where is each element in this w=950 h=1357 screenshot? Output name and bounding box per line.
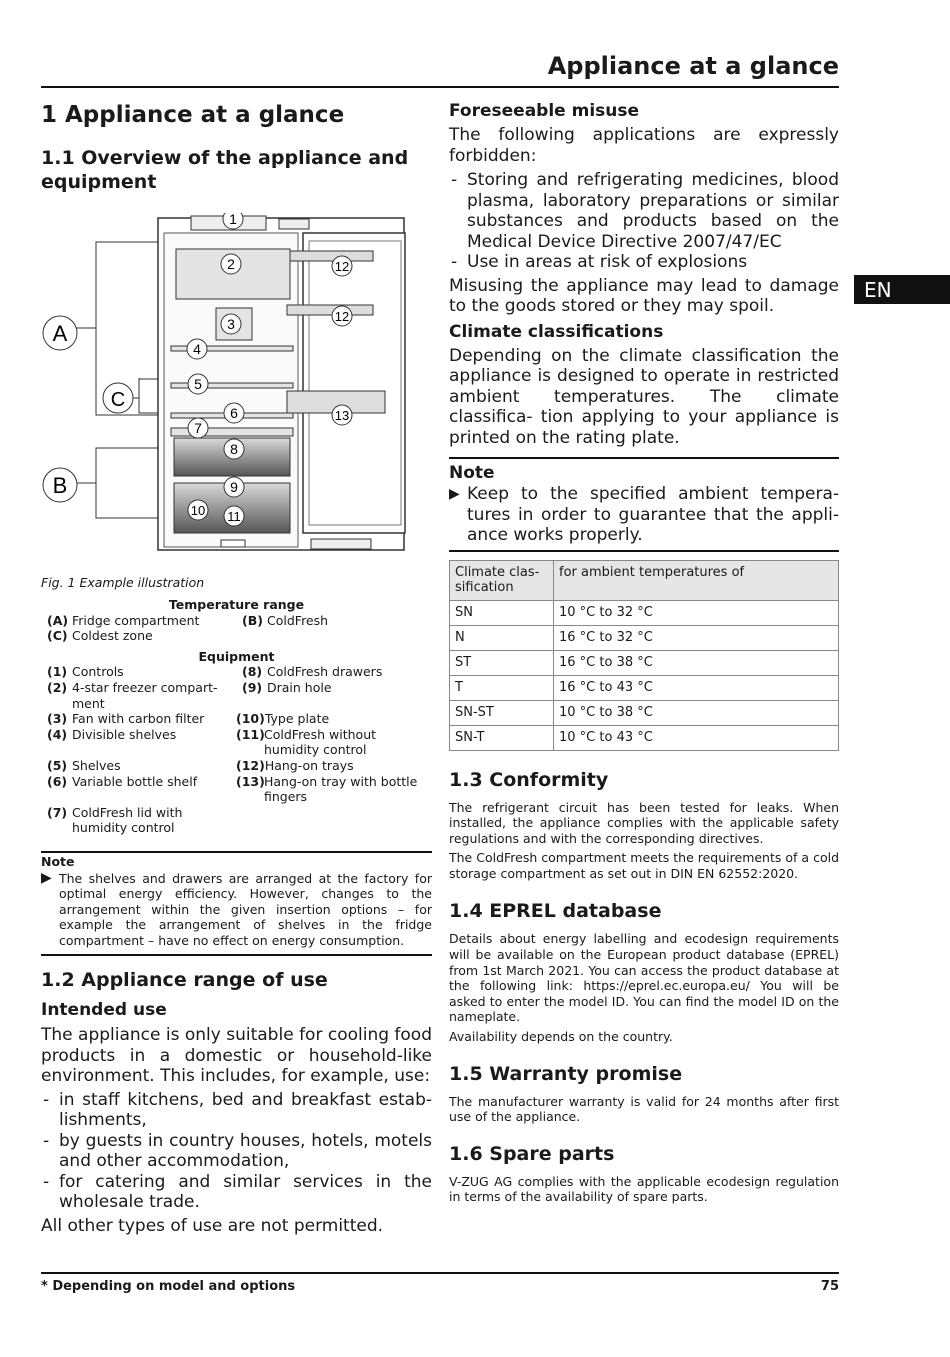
legend-item: (3) Fan with carbon filter (47, 711, 205, 727)
eprel-p2: Availability depends on the country. (449, 1029, 673, 1045)
misuse-text: The following applications are expressly forbidden: (449, 125, 839, 166)
figure-legend (41, 597, 432, 836)
figure-num-4: 4 (193, 341, 201, 357)
figure-num-8: 8 (230, 441, 238, 457)
figure-num-11: 11 (227, 509, 241, 524)
figure-num-1: 1 (229, 213, 237, 227)
legend-item: (8) ColdFresh drawers (242, 664, 383, 680)
intended-use-end: All other types of use are not permitted. (41, 1215, 384, 1236)
misuse-heading: Foreseeable misuse (449, 101, 640, 121)
note-top-rule (449, 457, 839, 459)
legend-item: (10) Type plate (236, 711, 330, 727)
list-item: - Storing and refrigerating medicines, blood plasma, laboratory preparations or similar substances and products based on the Medical Device Directive 2007/47/EC (449, 170, 839, 252)
legend-item: (9) Drain hole (242, 679, 332, 695)
figure-num-12a: 12 (334, 259, 350, 274)
note-text: ▶ The shelves and drawers are arranged at the factory for optimal energy efficiency. However, changes to the arrangement within the given insertion options – for example the arrangement of shelves in the fridge compartment – have no effect on energy consumption. (41, 871, 432, 949)
legend-item: (7) ColdFresh lid with humidity control (47, 804, 183, 836)
page-number: 75 (820, 1279, 839, 1294)
list-item: - Use in areas at risk of explosions (449, 252, 839, 273)
footer-rule (41, 1272, 839, 1274)
language-tab: EN (854, 275, 950, 304)
table-row: SN 10 °C to 32 °C (450, 600, 839, 625)
legend-item: (11) ColdFresh without humidity control (236, 726, 377, 758)
section-1-4-heading: 1.4 EPREL database (449, 900, 662, 923)
table-row: T 16 °C to 43 °C (450, 675, 839, 700)
section-1-6-heading: 1.6 Spare parts (449, 1142, 615, 1165)
note-label: Note (449, 463, 495, 483)
legend-equipment-grid (41, 664, 432, 836)
table-row: ST 16 °C to 38 °C (450, 650, 839, 675)
figure-caption: Fig. 1 Example illustration (41, 575, 205, 590)
figure-num-7: 7 (194, 420, 202, 436)
note-bottom-rule (41, 954, 432, 956)
appliance-diagram (41, 213, 432, 568)
legend-item: (2) 4-star freezer compart- ment (47, 679, 218, 711)
legend-equipment-title: Equipment (198, 648, 275, 664)
table-row: N 16 °C to 32 °C (450, 625, 839, 650)
table-header-cell: Climate clas- sification (450, 560, 554, 600)
section-1-3-heading: 1.3 Conformity (449, 768, 609, 791)
figure-num-6: 6 (230, 405, 238, 421)
figure-num-10: 10 (190, 503, 206, 518)
list-item: - by guests in country houses, hotels, motels and other accommodation, (41, 1131, 432, 1172)
figure-num-5: 5 (194, 376, 202, 392)
legend-item: (13) Hang-on tray with bottle fingers (236, 773, 418, 805)
figure-label-b: B (52, 473, 68, 498)
section-1-1-heading: 1.1 Overview of the appliance and equipment (41, 147, 409, 193)
climate-heading: Climate classifications (449, 321, 664, 342)
warranty-text: The manufacturer warranty is valid for 24 months after first use of the appliance. (449, 1093, 839, 1125)
list-item: - in staff kitchens, bed and breakfast estab- lishments, (41, 1090, 432, 1131)
eprel-p1: Details about energy labelling and ecodesign requirements will be available on the European product database (EPREL) from 1st March 2021. You can access the product database at the following link: https://eprel.ec.europa.eu/ You will be asked to enter the model ID. You can find the model ID on the nameplate. (449, 931, 839, 1025)
section-1-5-heading: 1.5 Warranty promise (449, 1062, 683, 1085)
legend-temperature-title: Temperature range (168, 597, 305, 612)
conformity-p2: The ColdFresh compartment meets the requirements of a cold storage compartment as set out in DIN EN 62552:2020. (449, 850, 839, 881)
section-1-2 (41, 968, 432, 1236)
note-bottom-rule (449, 550, 839, 552)
intended-use-text: The appliance is only suitable for cooling food products in a domestic or household-like environment. This includes, for example, use: (41, 1025, 432, 1086)
note-text: ▶ Keep to the specified ambient tempera- tures in order to guarantee that the appli- ance works properly. (449, 484, 839, 546)
legend-temperature-grid (41, 613, 432, 644)
figure-num-2: 2 (227, 256, 235, 272)
note-box (41, 851, 432, 956)
figure-num-12b: 12 (334, 309, 350, 324)
climate-text: Depending on the climate classification the appliance is designed to operate in restricted ambient temperatures. The climate classifica- tion applying to your appliance is printed on the rating plate. (449, 345, 839, 448)
table-header-row (450, 560, 839, 600)
right-column (449, 100, 839, 1205)
intended-use-list (41, 1090, 432, 1213)
misuse-list (449, 170, 839, 273)
bracket-c-line (139, 378, 158, 413)
legend-item: (C) Coldest zone (47, 628, 153, 644)
legend-item: (B) ColdFresh (242, 612, 329, 628)
figure-num-13: 13 (334, 408, 350, 423)
table-row: SN-ST 10 °C to 38 °C (450, 700, 839, 725)
table-header-cell: for ambient temperatures of (554, 560, 839, 600)
bracket-b-line (96, 448, 158, 483)
spare-parts-text: V-ZUG AG complies with the applicable ecodesign regulation in terms of the availability of spare parts. (449, 1173, 839, 1205)
intended-use-heading: Intended use (41, 1000, 167, 1020)
legend-item: (4) Divisible shelves (47, 726, 177, 742)
bracket-a-line (96, 242, 158, 328)
table-row: SN-T 10 °C to 43 °C (450, 725, 839, 750)
legend-item: (A) Fridge compartment (47, 612, 200, 628)
figure-num-3: 3 (227, 316, 235, 332)
left-column-top (41, 100, 432, 194)
note-label: Note (41, 854, 75, 869)
appliance-figure (41, 213, 432, 568)
legend-item: (1) Controls (47, 664, 124, 680)
climate-note (449, 457, 839, 552)
section-1-heading: 1 Appliance at a glance (41, 102, 345, 128)
figure-label-c: C (110, 389, 126, 411)
conformity-p1: The refrigerant circuit has been tested for leaks. When installed, the appliance complies with the applicable safety regulations and with the corresponding directives. (449, 799, 839, 846)
footer-note: * Depending on model and options (41, 1279, 296, 1294)
figure-num-9: 9 (230, 479, 238, 495)
legend-item: (5) Shelves (47, 757, 121, 773)
legend-item: (6) Variable bottle shelf (47, 773, 198, 789)
section-1-2-heading: 1.2 Appliance range of use (41, 969, 328, 991)
figure-label-a: A (52, 321, 68, 346)
list-item: - for catering and similar services in the wholesale trade. (41, 1172, 432, 1213)
climate-table (449, 560, 839, 751)
note-top-rule (41, 851, 432, 853)
legend-item: (12) Hang-on trays (236, 757, 354, 773)
header-rule (41, 86, 839, 88)
running-header: Appliance at a glance (547, 52, 839, 80)
misuse-end: Misusing the appliance may lead to damage to the goods stored or they may spoil. (449, 275, 839, 316)
